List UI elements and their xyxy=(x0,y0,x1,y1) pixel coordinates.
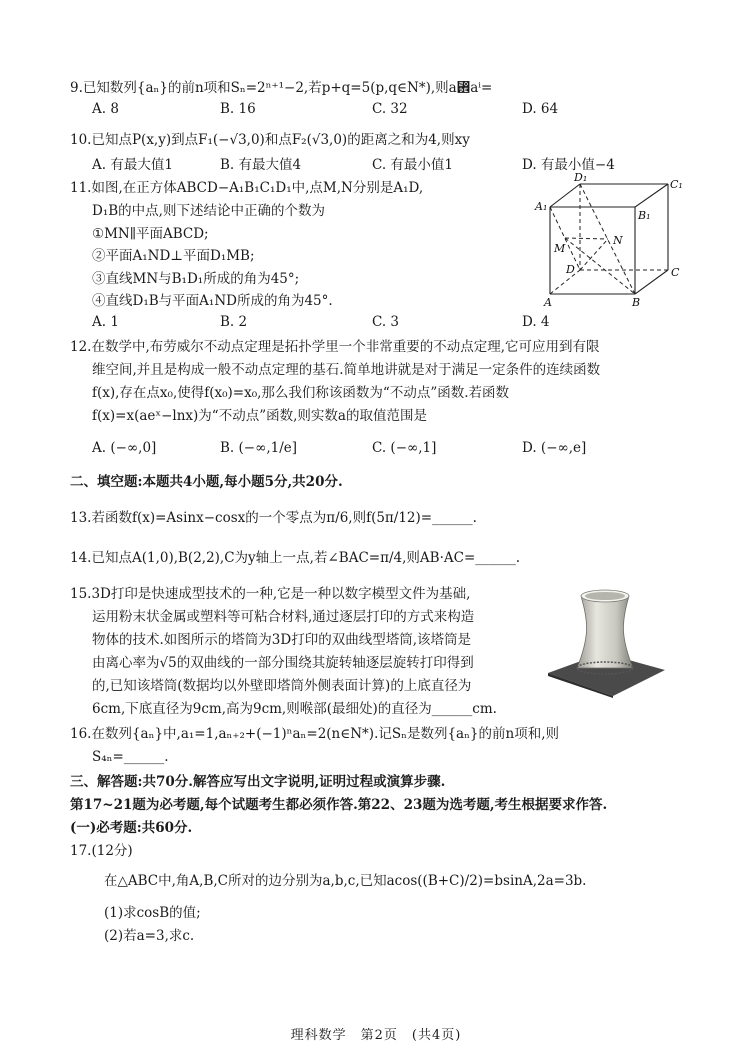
label-b: B xyxy=(632,296,641,309)
q15-line-3: 物体的技术.如图所示的塔筒为3D打印的双曲线型塔筒,该塔筒是 xyxy=(92,632,471,648)
q11-line-4: ②平面A₁ND⊥平面D₁MB; xyxy=(92,248,255,264)
q16-line-2: S₄ₙ=______. xyxy=(92,749,169,765)
q12-line-3: f(x),存在点x₀,使得f(x₀)=x₀,那么我们称该函数为“不动点”函数.若函数 xyxy=(92,385,510,401)
label-d1: D₁ xyxy=(574,172,588,184)
q10-option-a: A. 有最大值1 xyxy=(92,157,173,173)
label-d: D xyxy=(566,263,575,276)
q10-stem: 10.已知点P(x,y)到点F₁(−√3,0)和点F₂(√3,0)的距离之和为4,则xy xyxy=(70,132,470,148)
tower-image xyxy=(543,578,668,698)
q11-line-3: ①MN∥平面ABCD; xyxy=(92,226,209,242)
q9-option-d: D. 64 xyxy=(522,101,559,117)
q11-option-a: A. 1 xyxy=(92,314,119,330)
q9-option-a: A. 8 xyxy=(92,101,119,117)
page-footer: 理科数学 第2页 (共4页) xyxy=(290,1028,462,1043)
q10-option-c: C. 有最小值1 xyxy=(372,157,454,173)
label-c: C xyxy=(671,266,680,279)
q11-line-5: ③直线MN与B₁D₁所成的角为45°; xyxy=(92,271,300,287)
q15-line-6: 6cm,下底直径为9cm,高为9cm,则喉部(最细处)的直径为______cm. xyxy=(92,701,497,717)
label-n: N xyxy=(613,234,623,247)
q11-line-1: 11.如图,在正方体ABCD−A₁B₁C₁D₁中,点M,N分别是A₁D, xyxy=(70,180,424,196)
q15-line-2: 运用粉末状金属或塑料等可粘合材料,通过逐层打印的方式来构造 xyxy=(92,609,475,625)
q12-option-c: C. (−∞,1] xyxy=(372,440,437,456)
q12-option-d: D. (−∞,e] xyxy=(522,440,587,456)
section-3-note: 第17~21题为必考题,每个试题考生都必须作答.第22、23题为选考题,考生根据要求作答. xyxy=(70,797,608,813)
q11-option-b: B. 2 xyxy=(220,314,248,330)
q10-option-d: D. 有最小值−4 xyxy=(522,157,615,173)
q9-option-c: C. 32 xyxy=(372,101,408,117)
cube-figure xyxy=(530,172,690,312)
q15-line-1: 15.3D打印是快速成型技术的一种,它是一种以数字模型文件为基础, xyxy=(70,586,471,602)
label-b1: B₁ xyxy=(638,209,651,222)
q11-option-c: C. 3 xyxy=(372,314,400,330)
q13: 13.若函数f(x)=Asinx−cosx的一个零点为π/6,则f(5π/12)=______. xyxy=(70,510,477,526)
q9-option-b: B. 16 xyxy=(220,101,256,117)
label-m: M xyxy=(554,242,566,255)
q15-line-4: 由离心率为√5的双曲线的一部分围绕其旋转轴逐层旋转打印得到 xyxy=(92,655,474,671)
q10-option-b: B. 有最大值4 xyxy=(220,157,302,173)
q11-line-6: ④直线D₁B与平面A₁ND所成的角为45°. xyxy=(92,293,333,309)
label-a: A xyxy=(544,296,552,309)
q15-line-5: 的,已知该塔筒(数据均以外壁即塔筒外侧表面计算)的上底直径为 xyxy=(92,678,472,694)
q11-line-2: D₁B的中点,则下述结论中正确的个数为 xyxy=(92,203,325,219)
q12-option-b: B. (−∞,1/e] xyxy=(220,440,298,456)
q17-line-3: (2)若a=3,求c. xyxy=(104,928,195,944)
q12-option-a: A. (−∞,0] xyxy=(92,440,157,456)
q9-stem: 9.已知数列{aₙ}的前n项和Sₙ=2ⁿ⁺¹−2,若p+q=5(p,q∈N*),则a₞aⁱ= xyxy=(70,80,493,96)
q17-header: 17.(12分) xyxy=(70,843,133,859)
q17-line-2: (1)求cosB的值; xyxy=(104,905,201,921)
q14: 14.已知点A(1,0),B(2,2),C为y轴上一点,若∠BAC=π/4,则AB·AC=______. xyxy=(70,550,521,566)
label-c1: C₁ xyxy=(670,178,683,191)
q12-line-2: 维空间,并且是构成一般不动点定理的基石.简单地讲就是对于满足一定条件的连续函数 xyxy=(92,362,601,378)
q12-line-4: f(x)=x(aeˣ−lnx)为“不动点”函数,则实数a的取值范围是 xyxy=(92,408,427,424)
section-2-heading: 二、填空题:本题共4小题,每小题5分,共20分. xyxy=(70,474,343,490)
section-3-subheading: (一)必考题:共60分. xyxy=(70,820,193,836)
label-a1: A₁ xyxy=(535,200,548,213)
q11-option-d: D. 4 xyxy=(522,314,550,330)
q16-line-1: 16.在数列{aₙ}中,a₁=1,aₙ₊₂+(−1)ⁿaₙ=2(n∈N*).记Sₙ是数列{aₙ}的前n项和,则 xyxy=(70,726,559,742)
section-3-heading: 三、解答题:共70分.解答应写出文字说明,证明过程或演算步骤. xyxy=(70,774,446,790)
q12-line-1: 12.在数学中,布劳威尔不动点定理是拓扑学里一个非常重要的不动点定理,它可应用到有限 xyxy=(70,339,600,355)
q17-line-1: 在△ABC中,角A,B,C所对的边分别为a,b,c,已知acos((B+C)/2)=bsinA,2a=3b. xyxy=(104,873,587,889)
